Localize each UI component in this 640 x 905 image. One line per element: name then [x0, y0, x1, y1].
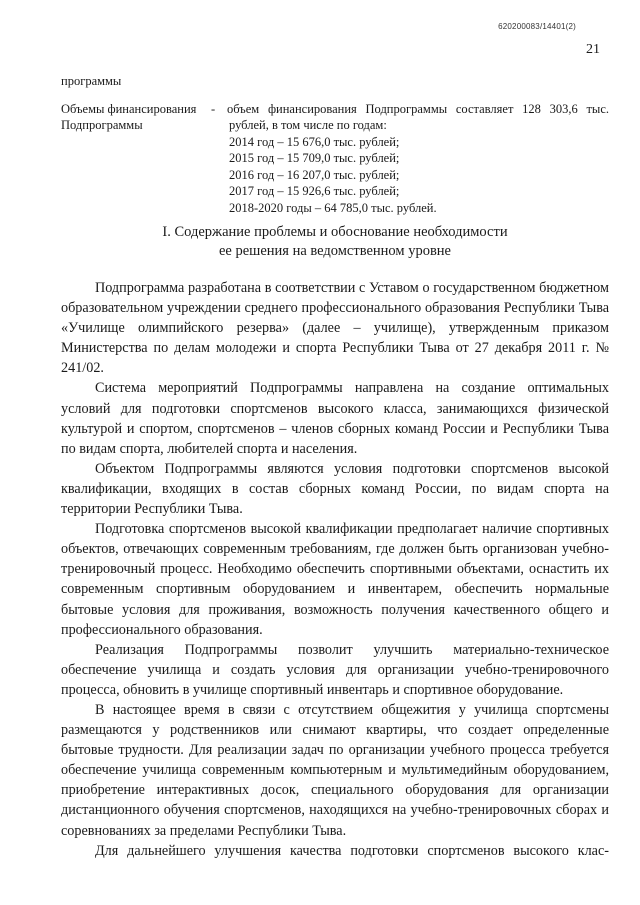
passport-label — [61, 101, 211, 217]
passport-value-line: 2017 год – 15 926,6 тыс. рублей; — [229, 184, 400, 198]
paragraph-continued: Для дальнейшего улучшения качества подготовки спортсменов высокого клас- — [95, 842, 609, 859]
paragraph: В настоящее время в связи с отсутствием общежития у училища спортсмены размещаются у родственников или снимают квартиры, что создает определенные бытовые трудности. Для реализации задач по организации учебного процесса требуется обеспечение училища современным компьютерным и мультимедийным оборудованием, приобретение интерактивных досок, специального оборудования для организации дистанционного обучения спортсменов, находящихся на учебно-тренировочных сборах и соревнованиях за пределами Республики Тыва. — [61, 701, 609, 839]
passport-heading-tail: программы — [61, 74, 122, 88]
passport-value-line: 2015 год – 15 709,0 тыс. рублей; — [229, 151, 400, 165]
paragraph: Объектом Подпрограммы являются условия подготовки спортсменов высокой квалификации, входящих в состав сборных команд России, по видам спорта на территории Республики Тыва. — [61, 460, 609, 518]
paragraph: Система мероприятий Подпрограммы направлена на создание оптимальных условий для подготовки спортсменов высокого класса, занимающихся физической культурой и спортом, спортсменов – членов сборных команд России и Республики Тыва по видам спорта, любителей спорта и населения. — [61, 380, 609, 457]
passport-value — [227, 101, 609, 217]
passport-label-line: Подпрограммы — [61, 118, 143, 132]
passport-value-line: 2014 год – 15 676,0 тыс. рублей; — [229, 134, 400, 149]
section-title-line: ее решения на ведомственном уровне — [218, 243, 451, 259]
passport-value-line: рублей, в том числе по годам: — [229, 118, 387, 132]
passport-row-financing — [61, 101, 609, 217]
passport-dash: - — [211, 101, 216, 116]
paragraph: Реализация Подпрограммы позволит улучшить материально-техническое обеспечение училища и создать условия для организации учебно-тренировочного процесса, обновить в училище спортивный инвентарь и спортивное оборудование. — [61, 641, 609, 698]
passport-value-line: объем финансирования Подпрограммы составляет 128 303,6 тыс. — [227, 101, 609, 116]
passport-label-line: Объемы финансирования — [61, 101, 197, 116]
section-title — [60, 223, 610, 261]
section-title-line: I. Содержание проблемы и обоснование необходимости — [162, 224, 508, 240]
passport-value-line: 2018-2020 годы – 64 785,0 тыс. рублей. — [229, 200, 437, 215]
passport-table — [61, 73, 609, 216]
passport-value-line: 2016 год – 16 207,0 тыс. рублей; — [229, 167, 400, 182]
paragraph: Подпрограмма разработана в соответствии с Уставом о государственном бюджетном образовательном учреждении среднего профессионального образования Республики Тыва «Училище олимпийского резерва» (далее – училище), утвержденным приказом Министерства по делам молодежи и спорта Республики Тыва от 27 декабря 2011 г. № 241/02. — [61, 280, 609, 377]
page-number: 21 — [586, 42, 600, 57]
document-id: 620200083/14401(2) — [498, 22, 576, 31]
paragraph: Подготовка спортсменов высокой квалификации предполагает наличие спортивных объектов, отвечающих современным требованиям, где должен быть организован учебно-тренировочный процесс. Необходимо обеспечить спортивными объектами, оснастить их современным спортивным оборудованием и инвентарем, обеспечить нормальные бытовые условия для проживания, возможность получения качественного общего и профессионального образования. — [61, 521, 609, 638]
body-text — [61, 278, 609, 861]
